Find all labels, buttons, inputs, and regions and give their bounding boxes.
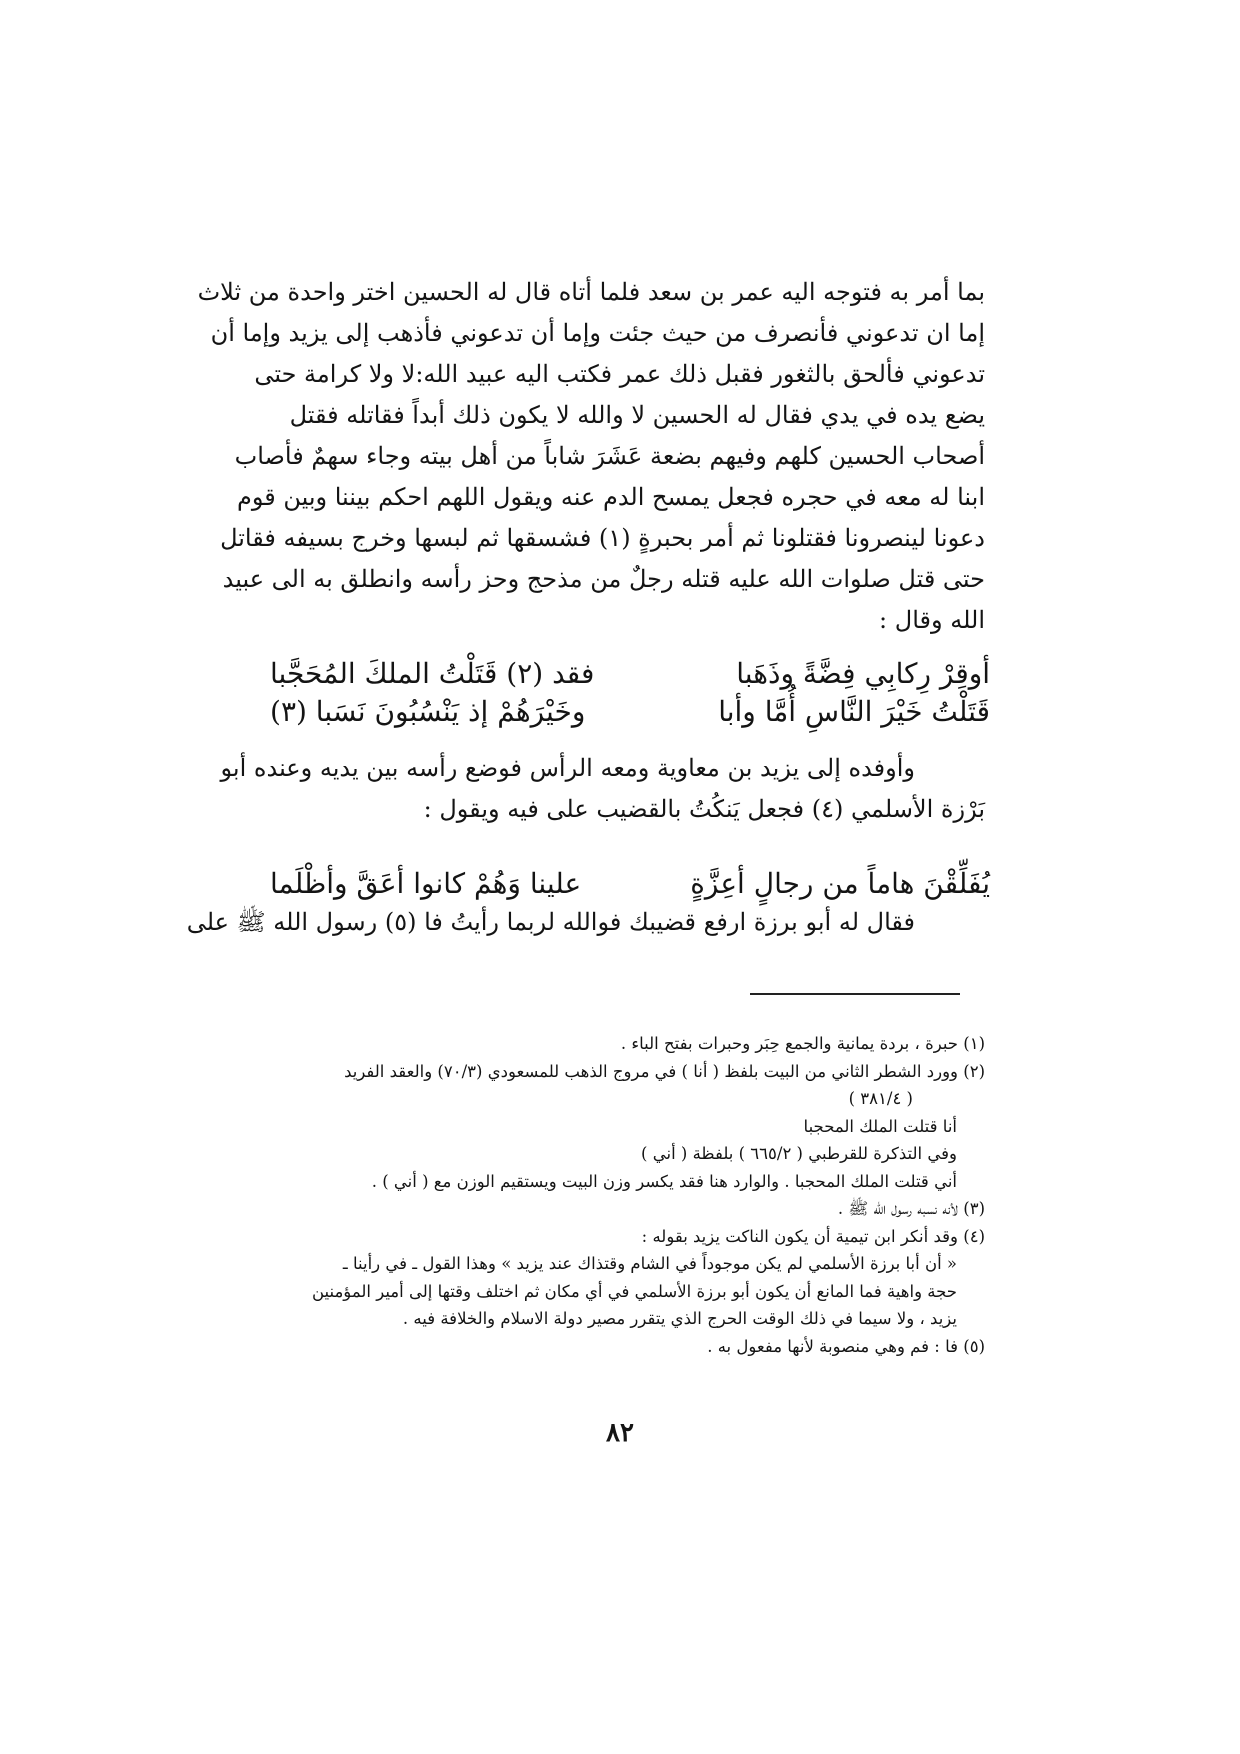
verse-row [270,865,990,903]
text-line: حتى قتل صلوات الله عليه قتله رجلٌ من مذحج وحز رأسه وانطلق به الى عبيد [222,565,985,593]
text-line: بَرْزة الأسلمي (٤) فجعل يَنكُتُ بالقضيب على فيه ويقول : [423,795,985,823]
text-line: إما ان تدعوني فأنصرف من حيث جئت وإما أن تدعوني فأذهب إلى يزيد وإما أن [210,319,985,347]
middle-paragraph [220,748,985,830]
verse-couplet-2 [270,865,990,903]
footnote-line: (٣) لأنه نسبه رسول الله ﷺ . [837,1199,985,1218]
text-line: بما أمر به فتوجه اليه عمر بن سعد فلما أتاه قال له الحسين اختر واحدة من ثلاث [197,278,985,306]
footnote-line: « أن أبا برزة الأسلمي لم يكن موجوداً في الشام وقتذاك عند يزيد » وهذا القول ـ في رأينا ـ [342,1254,957,1273]
footnote-line: (١) حبرة ، بردة يمانية والجمع حِبَر وحبرات بفتح الباء . [620,1034,985,1053]
verse-hemistich: أوقِرْ رِكابِي فِضَّةً وذَهَبا [736,657,990,690]
verse-hemistich: وخَيْرَهُمْ إذ يَنْسُبُونَ نَسَبا (٣) [270,695,586,728]
text-line: تدعوني فألحق بالثغور فقبل ذلك عمر فكتب اليه عبيد الله:لا ولا كرامة حتى [254,360,985,388]
verse-row [270,655,990,693]
verse-couplet-1 [270,655,990,731]
footnote-line: أنا قتلت الملك المحجبا [803,1116,957,1136]
text-line: ابنا له معه في حجره فجعل يمسح الدم عنه ويقول اللهم احكم بيننا وبين قوم [236,483,985,511]
verse-hemistich: علينا وَهُمْ كانوا أعَقَّ وأظْلَما [270,867,582,900]
text-line: أصحاب الحسين كلهم وفيهم بضعة عَشَرَ شاباً من أهل بيته وجاء سهمٌ فأصاب [234,442,985,470]
verse-row [270,693,990,731]
footnote-line: (٢) وورد الشطر الثاني من البيت بلفظ ( أنا ) في مروج الذهب للمسعودي (٧٠/٣) والعقد الفريد [344,1061,985,1081]
text-line: الله وقال : [879,606,985,634]
text-line: وأوفده إلى يزيد بن معاوية ومعه الرأس فوضع رأسه بين يديه وعنده أبو [220,754,915,782]
footnote-line: (٥) فا : فم وهي منصوبة لأنها مفعول به . [707,1336,985,1356]
footnote-line: (٤) وقد أنكر ابن تيمية أن يكون الناكت يزيد بقوله : [641,1226,985,1246]
page-number: ٨٢ [606,1418,634,1448]
footnote-separator [750,993,960,995]
verse-hemistich: يُفَلِّقْنَ هاماً من رجالٍ أعِزَّةٍ [690,867,990,900]
verse-hemistich: فقد (٢) قَتَلْتُ الملكَ المُحَجَّبا [270,657,595,690]
closing-paragraph [186,902,985,943]
footnote-line: وفي التذكرة للقرطبي ( ٦٦٥/٢ ) بلفظة ( أني ) [641,1144,957,1163]
main-paragraph [197,272,985,641]
footnote-line: حجة واهية فما المانع أن يكون أبو برزة الأسلمي في أي مكان ثم اختلف وقتها إلى أمير المؤمنين [311,1281,957,1301]
text-line: دعونا لينصرونا فقتلونا ثم أمر بحبرةٍ (١) فشسقها ثم لبسها وخرج بسيفه فقاتل [220,524,985,552]
footnote-line: أني قتلت الملك المحجبا . والوارد هنا فقد يكسر وزن البيت ويستقيم الوزن مع ( أني ) . [371,1171,957,1191]
footnote-line: ( ٣٨١/٤ ) [848,1089,913,1108]
verse-hemistich: قَتَلْتُ خَيْرَ النَّاسِ أُمَّا وأبا [718,695,990,728]
footnotes [268,1030,985,1360]
footnote-line: يزيد ، ولا سيما في ذلك الوقت الحرج الذي يتقرر مصير دولة الاسلام والخلافة فيه . [402,1309,957,1328]
text-line: فقال له أبو برزة ارفع قضيبك فوالله لربما رأيتُ فا (٥) رسول الله ﷺ على [186,908,915,936]
text-line: يضع يده في يدي فقال له الحسين لا والله لا يكون ذلك أبداً فقاتله فقتل [289,401,985,429]
